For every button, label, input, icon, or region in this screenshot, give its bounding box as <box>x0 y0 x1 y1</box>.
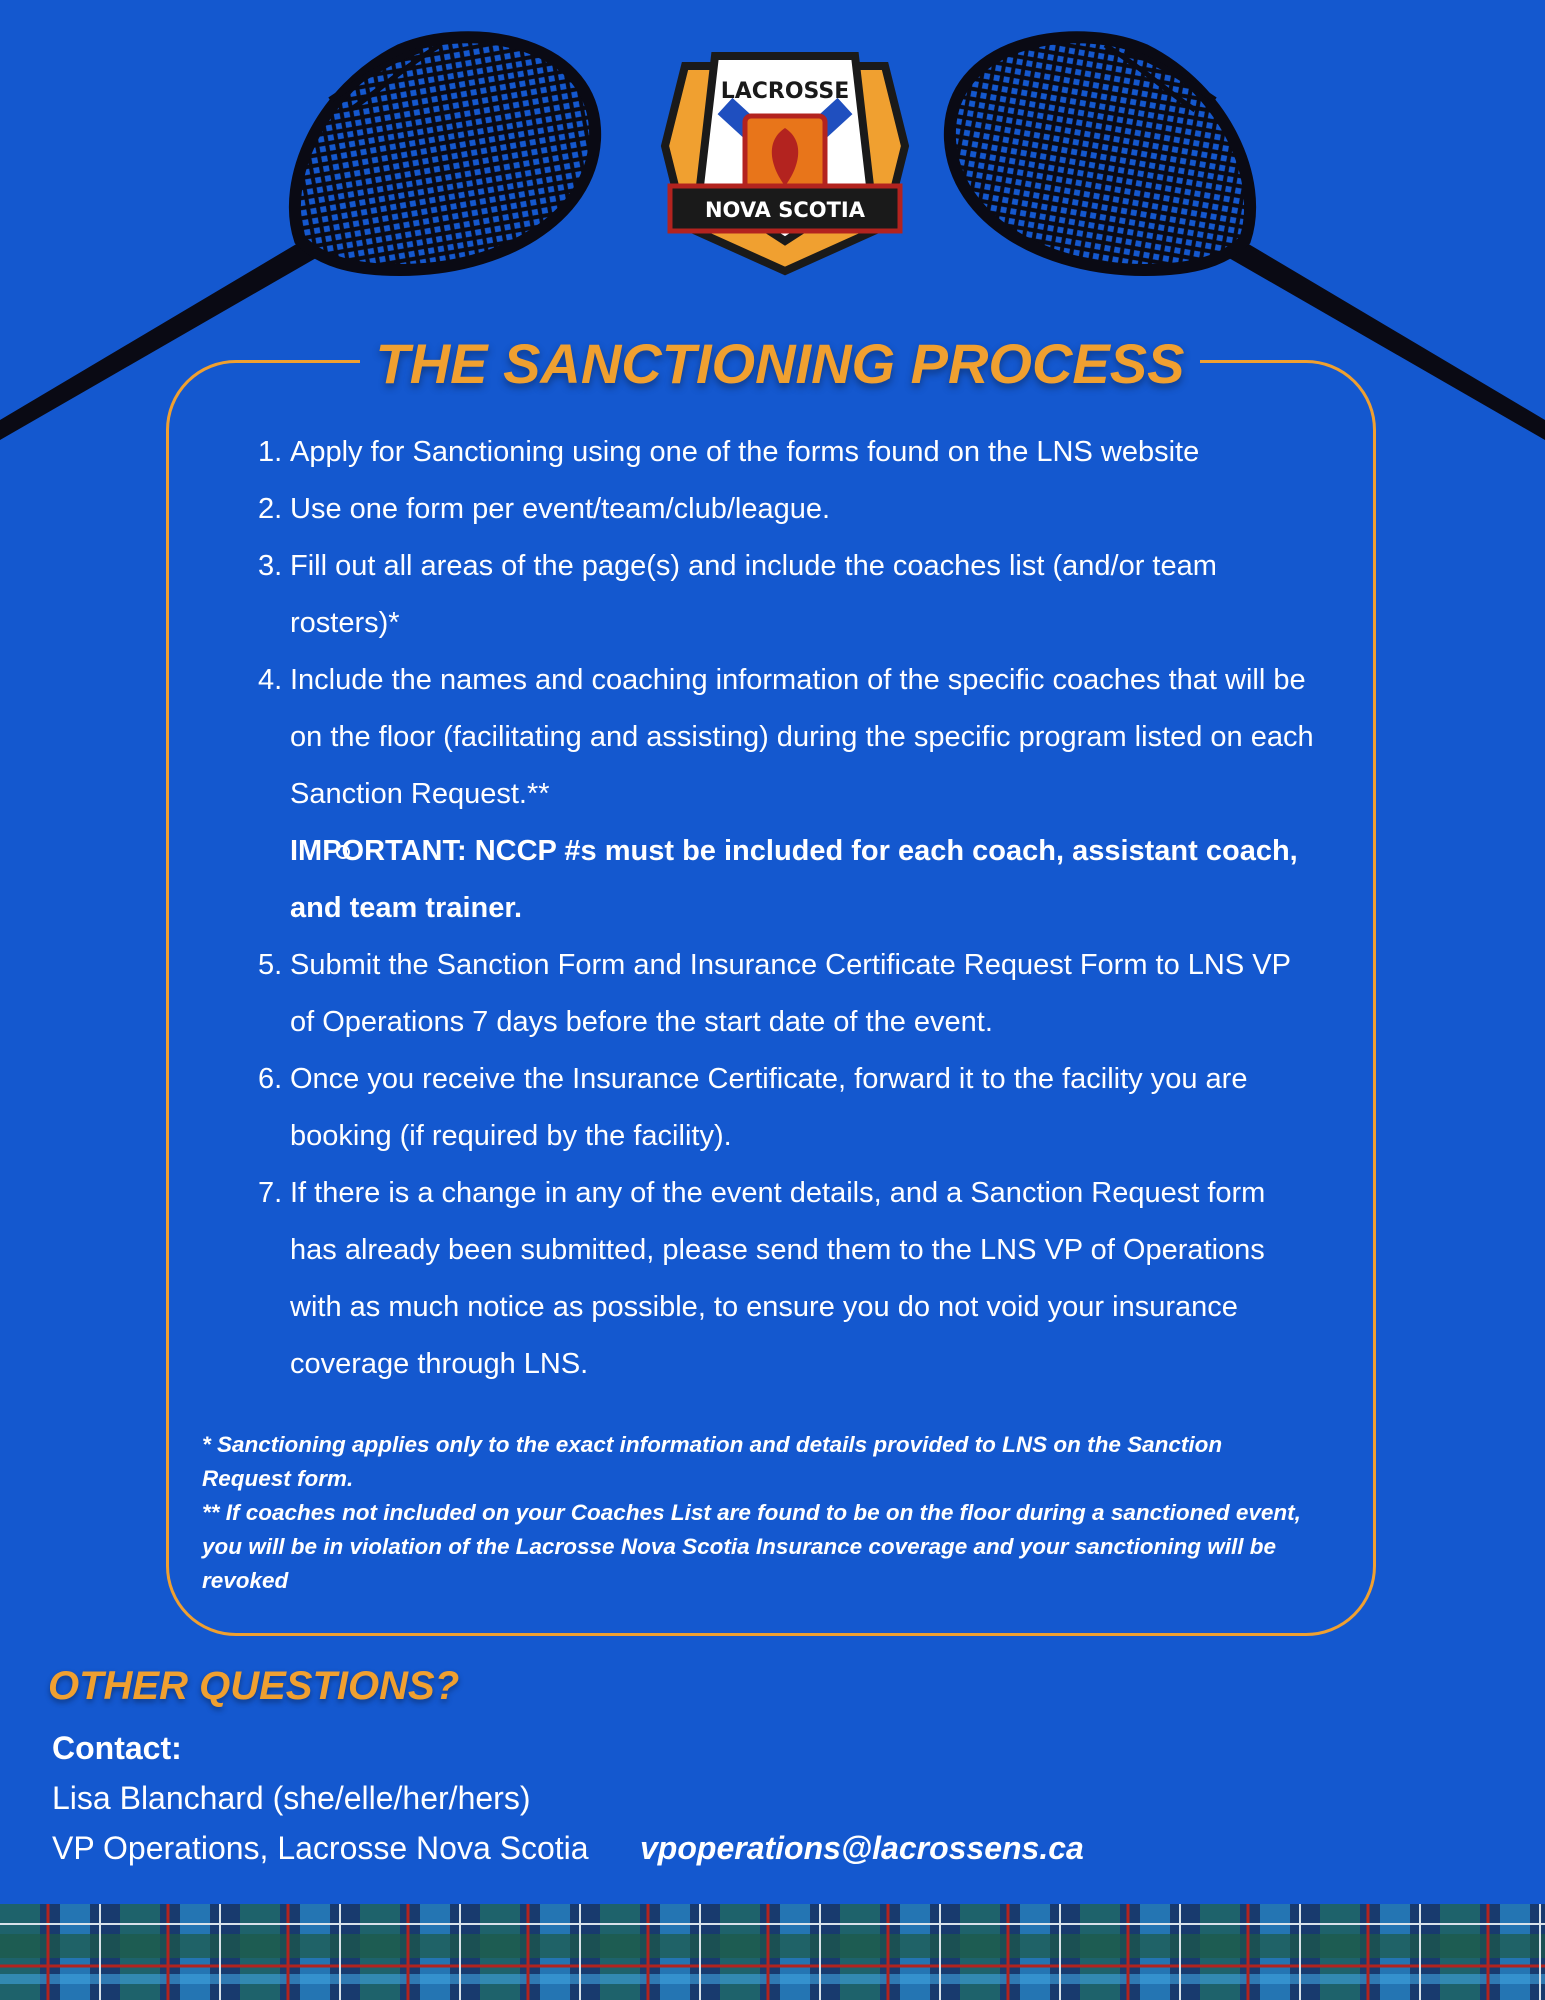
step-text: If there is a change in any of the event details, and a Sanction Request form has already been submitted, please send them to the LNS VP of Operations with as much notice as possible, to ensure you do not void your insurance coverage through LNS. <box>290 1177 1266 1380</box>
lns-crest-logo <box>645 36 925 276</box>
step-text: Apply for Sanctioning using one of the forms found on the LNS website <box>290 436 1200 468</box>
step-number: 7. <box>258 1177 283 1209</box>
list-item <box>258 424 1318 481</box>
step-text: Once you receive the Insurance Certificate, forward it to the facility you are booking (if required by the facility). <box>290 1063 1248 1152</box>
contact-role: VP Operations, Lacrosse Nova Scotia <box>52 1830 589 1866</box>
footnote: ** If coaches not included on your Coaches List are found to be on the floor during a sanctioned event, you will be in violation of the Lacrosse Nova Scotia Insurance coverage and your sanctioning will be revoked <box>202 1500 1301 1593</box>
contact-name: Lisa Blanchard (she/elle/her/hers) <box>52 1780 531 1816</box>
list-item <box>258 1165 1318 1393</box>
step-number: 5. <box>258 949 283 981</box>
logo-bottom-text: NOVA SCOTIA <box>704 198 866 222</box>
list-item <box>258 1051 1318 1165</box>
list-item <box>258 481 1318 538</box>
step-number: 3. <box>258 550 283 582</box>
list-item <box>258 652 1318 823</box>
tartan-fabric <box>0 1904 1545 2000</box>
logo-top-text: LACROSSE <box>720 79 850 104</box>
step-text: Include the names and coaching information of the specific coaches that will be on the floor (facilitating and assisting) during the specific program listed on each Sanction Request.** <box>290 664 1314 810</box>
list-item <box>258 937 1318 1051</box>
page-title: THE SANCTIONING PROCESS <box>375 332 1185 395</box>
step-text: Submit the Sanction Form and Insurance Certificate Request Form to LNS VP of Operations 7 days before the start date of the event. <box>290 949 1291 1038</box>
footnotes <box>202 1428 1312 1598</box>
other-questions-title: OTHER QUESTIONS? <box>48 1664 460 1708</box>
step-number: 2. <box>258 493 283 525</box>
step-text: Fill out all areas of the page(s) and include the coaches list (and/or team rosters)* <box>290 550 1217 639</box>
step-number: 1. <box>258 436 283 468</box>
list-item <box>258 538 1318 652</box>
footnote: * Sanctioning applies only to the exact information and details provided to LNS on the Sanction Request form. <box>202 1432 1223 1491</box>
title-wrap <box>360 326 1200 402</box>
steps-list <box>258 424 1318 1393</box>
important-note <box>258 823 1318 937</box>
step-number: 4. <box>258 664 283 696</box>
circle-bullet-icon <box>336 845 350 859</box>
important-note-text: IMPORTANT: NCCP #s must be included for each coach, assistant coach, and team trainer. <box>290 835 1298 924</box>
step-number: 6. <box>258 1063 283 1095</box>
contact-email-link[interactable]: vpoperations@lacrossens.ca <box>640 1830 1084 1866</box>
step-text: Use one form per event/team/club/league. <box>290 493 831 525</box>
contact-label: Contact: <box>52 1730 182 1766</box>
